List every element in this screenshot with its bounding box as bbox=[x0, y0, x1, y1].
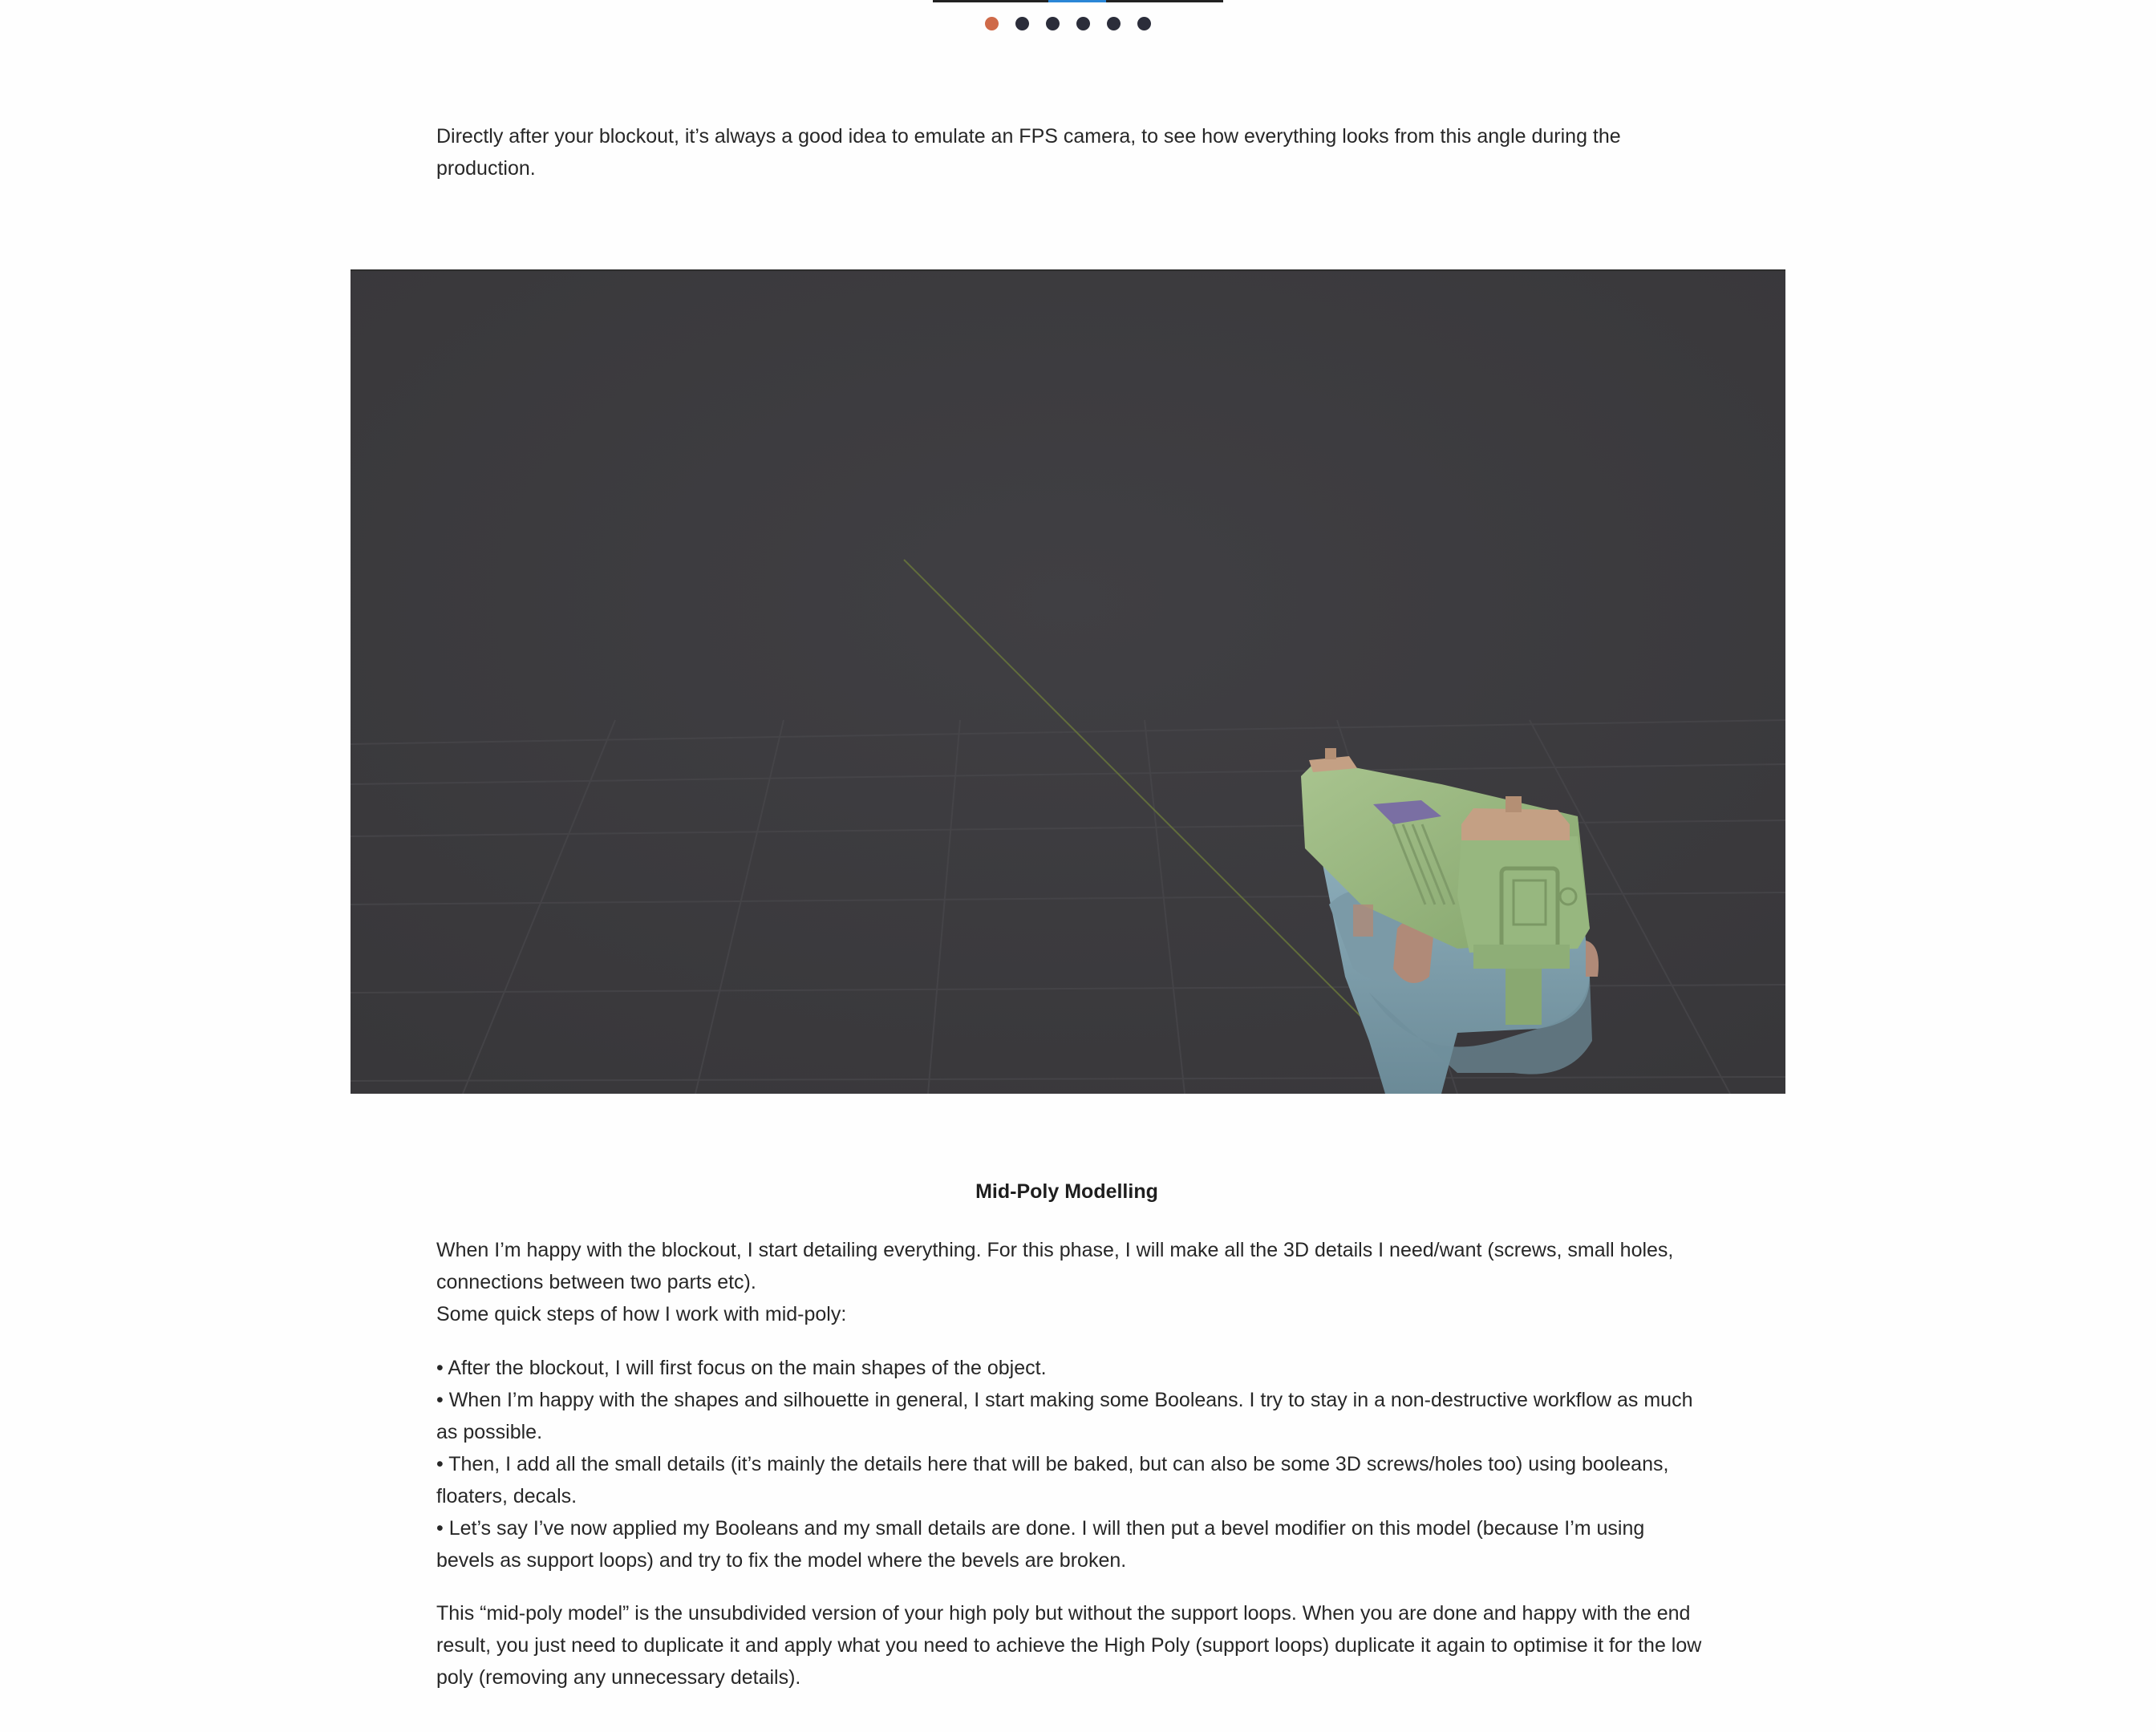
slider-dot-2[interactable] bbox=[1015, 17, 1029, 30]
steps-list bbox=[436, 1352, 1704, 1576]
slider-dot-1[interactable] bbox=[985, 17, 999, 30]
slider-dots bbox=[985, 17, 1151, 30]
list-item: • Then, I add all the small details (it’s mainly the details here that will be baked, but can also be some 3D screws/holes too) using booleans, floaters, decals. bbox=[436, 1453, 1669, 1507]
slider-dot-6[interactable] bbox=[1137, 17, 1151, 30]
slider-track bbox=[933, 0, 1223, 2]
list-item: • When I’m happy with the shapes and silhouette in general, I start making some Booleans. I try to stay in a non-destructive workflow as much as possible. bbox=[436, 1389, 1693, 1443]
slider-progress bbox=[1048, 0, 1106, 2]
slider-dot-4[interactable] bbox=[1076, 17, 1090, 30]
slider-dot-3[interactable] bbox=[1046, 17, 1060, 30]
intro-paragraph: Directly after your blockout, it’s always a good idea to emulate an FPS camera, to see how everything looks from this angle during the production. bbox=[436, 125, 1621, 180]
viewport-image bbox=[351, 269, 1785, 1094]
mid-poly-intro bbox=[436, 1234, 1704, 1330]
list-item: • After the blockout, I will first focus on the main shapes of the object. bbox=[436, 1357, 1047, 1379]
list-item: • Let’s say I’ve now applied my Booleans and my small details are done. I will then put a bevel modifier on this model (because I’m using bevels as support loops) and try to fix the model where the bevels are broken. bbox=[436, 1517, 1645, 1572]
paragraph: Some quick steps of how I work with mid-poly: bbox=[436, 1303, 847, 1325]
section-heading: Mid-Poly Modelling bbox=[975, 1180, 1158, 1203]
paragraph: When I’m happy with the blockout, I start detailing everything. For this phase, I will make all the 3D details I need/want (screws, small holes, connections between two parts etc). bbox=[436, 1239, 1674, 1293]
slider-dot-5[interactable] bbox=[1107, 17, 1121, 30]
fps-camera-render bbox=[351, 271, 1785, 1094]
closing-paragraph: This “mid-poly model” is the unsubdivided version of your high poly but without the support loops. When you are done and happy with the end result, you just need to duplicate it and apply what you need to achieve the High Poly (support loops) duplicate it again to optimise it for the low poly (removing any unnecessary details). bbox=[436, 1602, 1702, 1689]
